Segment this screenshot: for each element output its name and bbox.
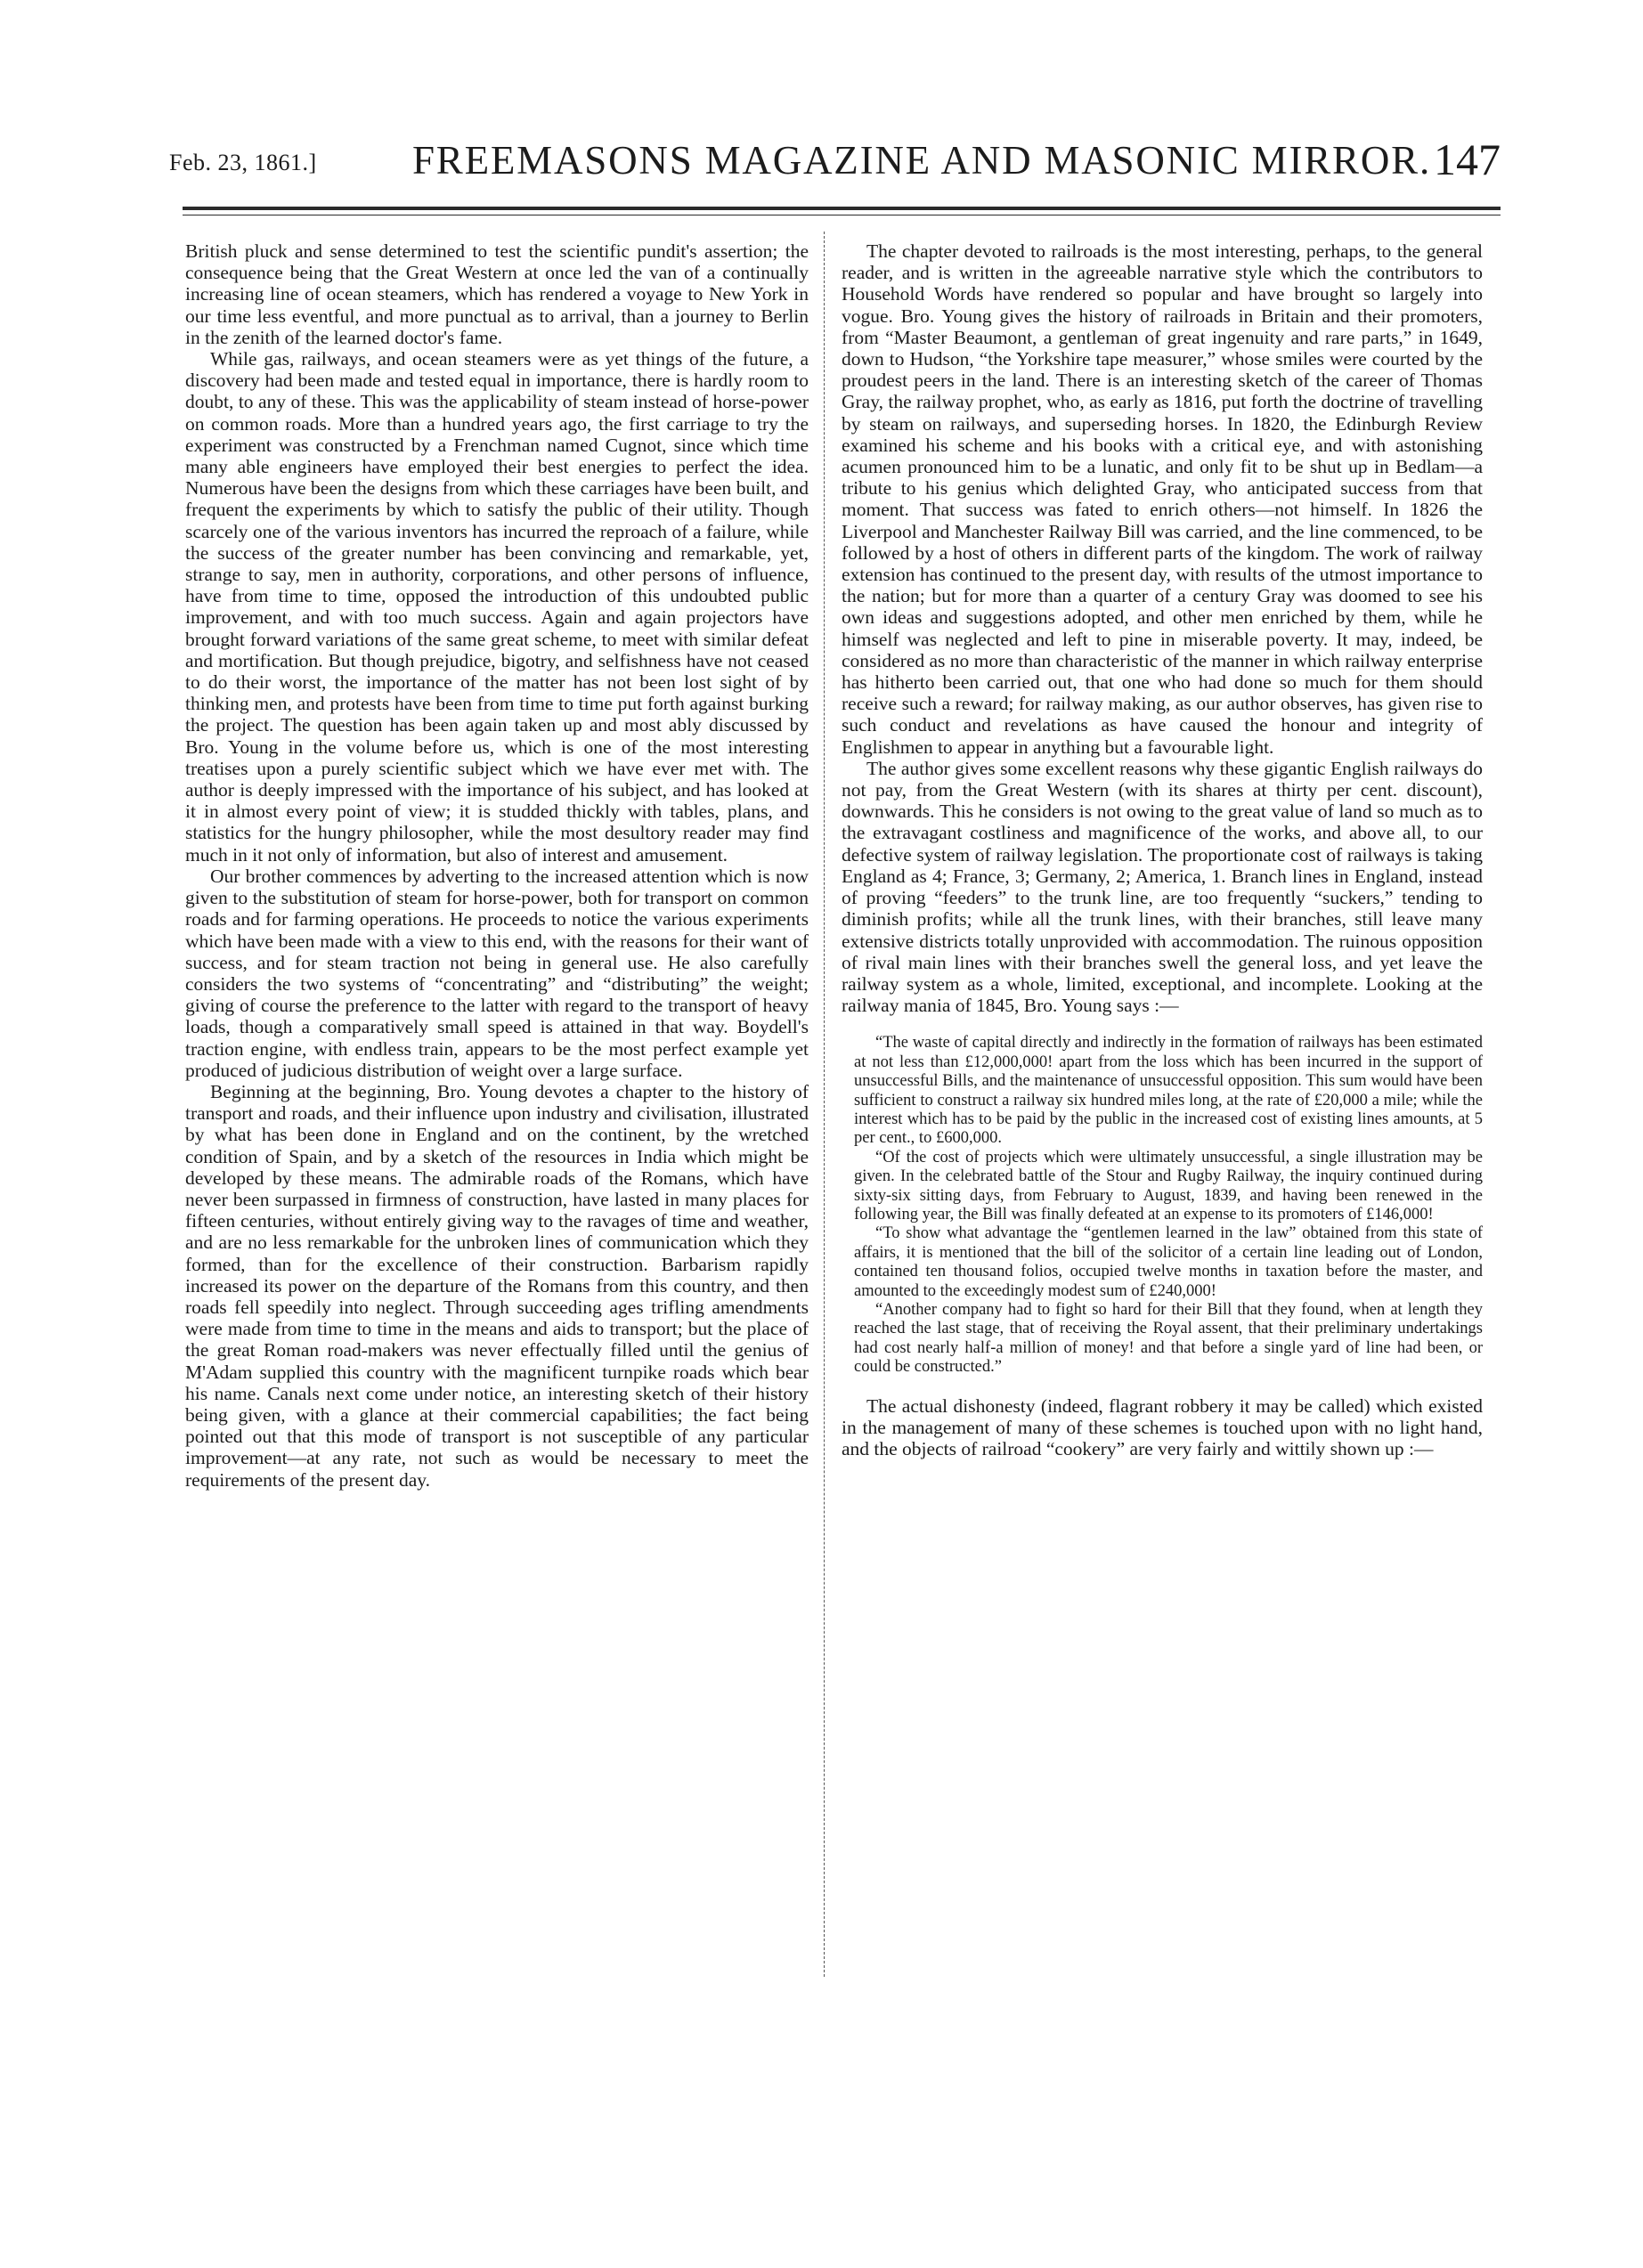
closing-paragraph: The actual dishonesty (indeed, flagrant robbery it may be called) which existed in the management of many of these schemes is touched upon with no light hand, and the objects of railroad “cookery” are very fairly and wittily shown up :— <box>842 1394 1483 1460</box>
quote-paragraph: “Of the cost of projects which were ultimately unsuccessful, a single illustration may be given. In the celebrated battle of the Stour and Rugby Railway, the inquiry continued during sixty-six sitting days, from February to August, 1839, and having been renewed in the following year, the Bill was finally defeated at an expense to its promoters of £146,000! <box>854 1148 1483 1223</box>
left-column <box>185 240 809 1491</box>
quote-paragraph: “The waste of capital directly and indirectly in the formation of railways has been estimated at not less than £12,000,000! apart from the loss which has been incurred in the support of unsuccessful Bills, and the maintenance of unsuccessful opposition. This sum would have been sufficient to construct a railway six hundred miles long, at the rate of £20,000 a mile; while the interest which has to be paid by the public in the increased cost of existing lines amounts, at 5 per cent., to £600,000. <box>854 1034 1483 1148</box>
block-quote <box>842 1034 1483 1377</box>
paragraph: Our brother commences by adverting to the increased attention which is now given to the substitution of steam for horse-power, both for transport on common roads and for farming operations. He proceeds to notice the various experiments which have been made with a view to this end, with the reasons for their want of success, and for steam traction not being in general use. He also carefully considers the two systems of “concentrating” and “distributing” the weight; giving of course the preference to the latter with regard to the transport of heavy loads, though a comparatively small speed is attained in that way. Boydell's traction engine, with endless train, appears to be the most perfect example yet produced of judicious distribution of weight over a large surface. <box>185 865 809 1081</box>
page-number: 147 <box>1434 134 1501 184</box>
issue-date: Feb. 23, 1861.] <box>169 150 317 175</box>
column-divider <box>824 232 825 1977</box>
masthead-title: FREEMASONS MAGAZINE AND MASONIC MIRROR. <box>411 138 1432 183</box>
quote-paragraph: “To show what advantage the “gentlemen learned in the law” obtained from this state of affairs, it is mentioned that the bill of the solicitor of a certain line leading out of London, contained ten thousand folios, occupied twelve months in taxation before the master, and amounted to the exceedingly modest sum of £240,000! <box>854 1224 1483 1300</box>
paragraph: The chapter devoted to railroads is the most interesting, perhaps, to the general reader, and is written in the agreeable narrative style which the contributors to Household Words have rendered so popular and have brought so largely into vogue. Bro. Young gives the history of railroads in Britain and their promoters, from “Master Beaumont, a gentleman of great ingenuity and rare parts,” in 1649, down to Hudson, “the Yorkshire tape measurer,” whose smiles were courted by the proudest peers in the land. There is an interesting sketch of the career of Thomas Gray, the railway prophet, who, as early as 1816, put forth the doctrine of travelling by steam on railways, and superseding horses. In 1820, the Edinburgh Review examined his scheme and his books with a critical eye, and with astonishing acumen pronounced him to be a lunatic, and only fit to be shut up in Bedlam—a tribute to his genius which delighted Gray, who anticipated success from that moment. That success was fated to enrich others—not himself. In 1826 the Liverpool and Manchester Railway Bill was carried, and the line commenced, to be followed by a host of others in different parts of the kingdom. The work of railway extension has continued to the present day, with results of the utmost importance to the nation; but for more than a quarter of a century Gray was doomed to see his own ideas and suggestions adopted, and other men enriched by them, while he himself was neglected and left to pine in miserable poverty. It may, indeed, be considered as no more than characteristic of the manner in which railway enterprise has hitherto been carried out, that one who had done so much for them should receive such a reward; for railway making, as our author observes, has given rise to such conduct and revelations as have caused the honour and integrity of Englishmen to appear in anything but a favourable light. <box>842 240 1483 758</box>
right-column <box>842 240 1483 1459</box>
paragraph: British pluck and sense determined to test the scientific pundit's assertion; the consequence being that the Great Western at once led the van of a continually increasing line of ocean steamers, which has rendered a voyage to New York in our time less eventful, and more punctual as to arrival, than a journey to Berlin in the zenith of the learned doctor's fame. <box>185 240 809 348</box>
paragraph: The author gives some excellent reasons why these gigantic English railways do not pay, from the Great Western (with its shares at thirty per cent. discount), downwards. This he considers is not owing to the great value of land so much as to the extravagant costliness and magnificence of the works, and above all, to our defective system of railway legislation. The proportionate cost of railways is taking England as 4; France, 3; Germany, 2; America, 1. Branch lines in England, instead of proving “feeders” to the trunk line, are too frequently “suckers,” tending to diminish profits; while all the trunk lines, with their branches, still leave many extensive districts totally unprovided with accommodation. The ruinous opposition of rival main lines with their branches swell the general loss, and yet leave the railway system as a whole, limited, exceptional, and incomplete. Looking at the railway mania of 1845, Bro. Young says :— <box>842 757 1483 1017</box>
header-rule-thick <box>183 207 1501 210</box>
paragraph: Beginning at the beginning, Bro. Young devotes a chapter to the history of transport and roads, and their influence upon industry and civilisation, illustrated by what has been done in England and on the continent, by the wretched condition of Spain, and by a sketch of the resources in India which might be developed by these means. The admirable roads of the Romans, which have never been surpassed in firmness of construction, have lasted in many places for fifteen centuries, without entirely giving way to the ravages of time and weather, and are no less remarkable for the unbroken lines of communication which they formed, than for the excellence of their construction. Barbarism rapidly increased its power on the departure of the Romans from this country, and then roads fell speedily into neglect. Through succeeding ages trifling amendments were made from time to time in the means and aids to transport; but the place of the great Roman road-makers was never effectually filled until the genius of M'Adam supplied this country with the magnificent turnpike roads which bear his name. Canals next come under notice, an interesting sketch of their history being given, with a glance at their commercial capabilities; the fact being pointed out that this mode of transport is not susceptible of any particular improvement—at any rate, not such as would be necessary to meet the requirements of the present day. <box>185 1080 809 1491</box>
paragraph: While gas, railways, and ocean steamers were as yet things of the future, a discovery had been made and tested equal in importance, there is hardly room to doubt, to any of these. This was the applicability of steam instead of horse-power on common roads. More than a hundred years ago, the first carriage to try the experiment was constructed by a Frenchman named Cugnot, since which time many able engineers have employed their best energies to perfect the idea. Numerous have been the designs from which these carriages have been built, and frequent the experiments by which to satisfy the public of their utility. Though scarcely one of the various inventors has incurred the reproach of a failure, while the success of the greater number has been convincing and remarkable, yet, strange to say, men in authority, corporations, and other persons of influence, have from time to time, opposed the introduction of this undoubted public improvement, and with too much success. Again and again projectors have brought forward variations of the same great scheme, to meet with similar defeat and mortification. But though prejudice, bigotry, and selfishness have not ceased to do their worst, the importance of the matter has not been lost sight of by thinking men, and protests have been from time to time put forth against burking the project. The question has been again taken up and most ably discussed by Bro. Young in the volume before us, which is one of the most interesting treatises upon a purely scientific subject which we have ever met with. The author is deeply impressed with the importance of his subject, and has looked at it in almost every point of view; it is studded thickly with tables, plans, and statistics for the hungry philosopher, while the most desultory reader may find much in it not only of information, but also of interest and amusement. <box>185 348 809 866</box>
quote-paragraph: “Another company had to fight so hard for their Bill that they found, when at length they reached the last stage, that of receiving the Royal assent, that their preliminary undertakings had cost nearly half-a million of money! and that before a single yard of line had been, or could be constructed.” <box>854 1301 1483 1377</box>
page-header <box>156 125 1501 187</box>
